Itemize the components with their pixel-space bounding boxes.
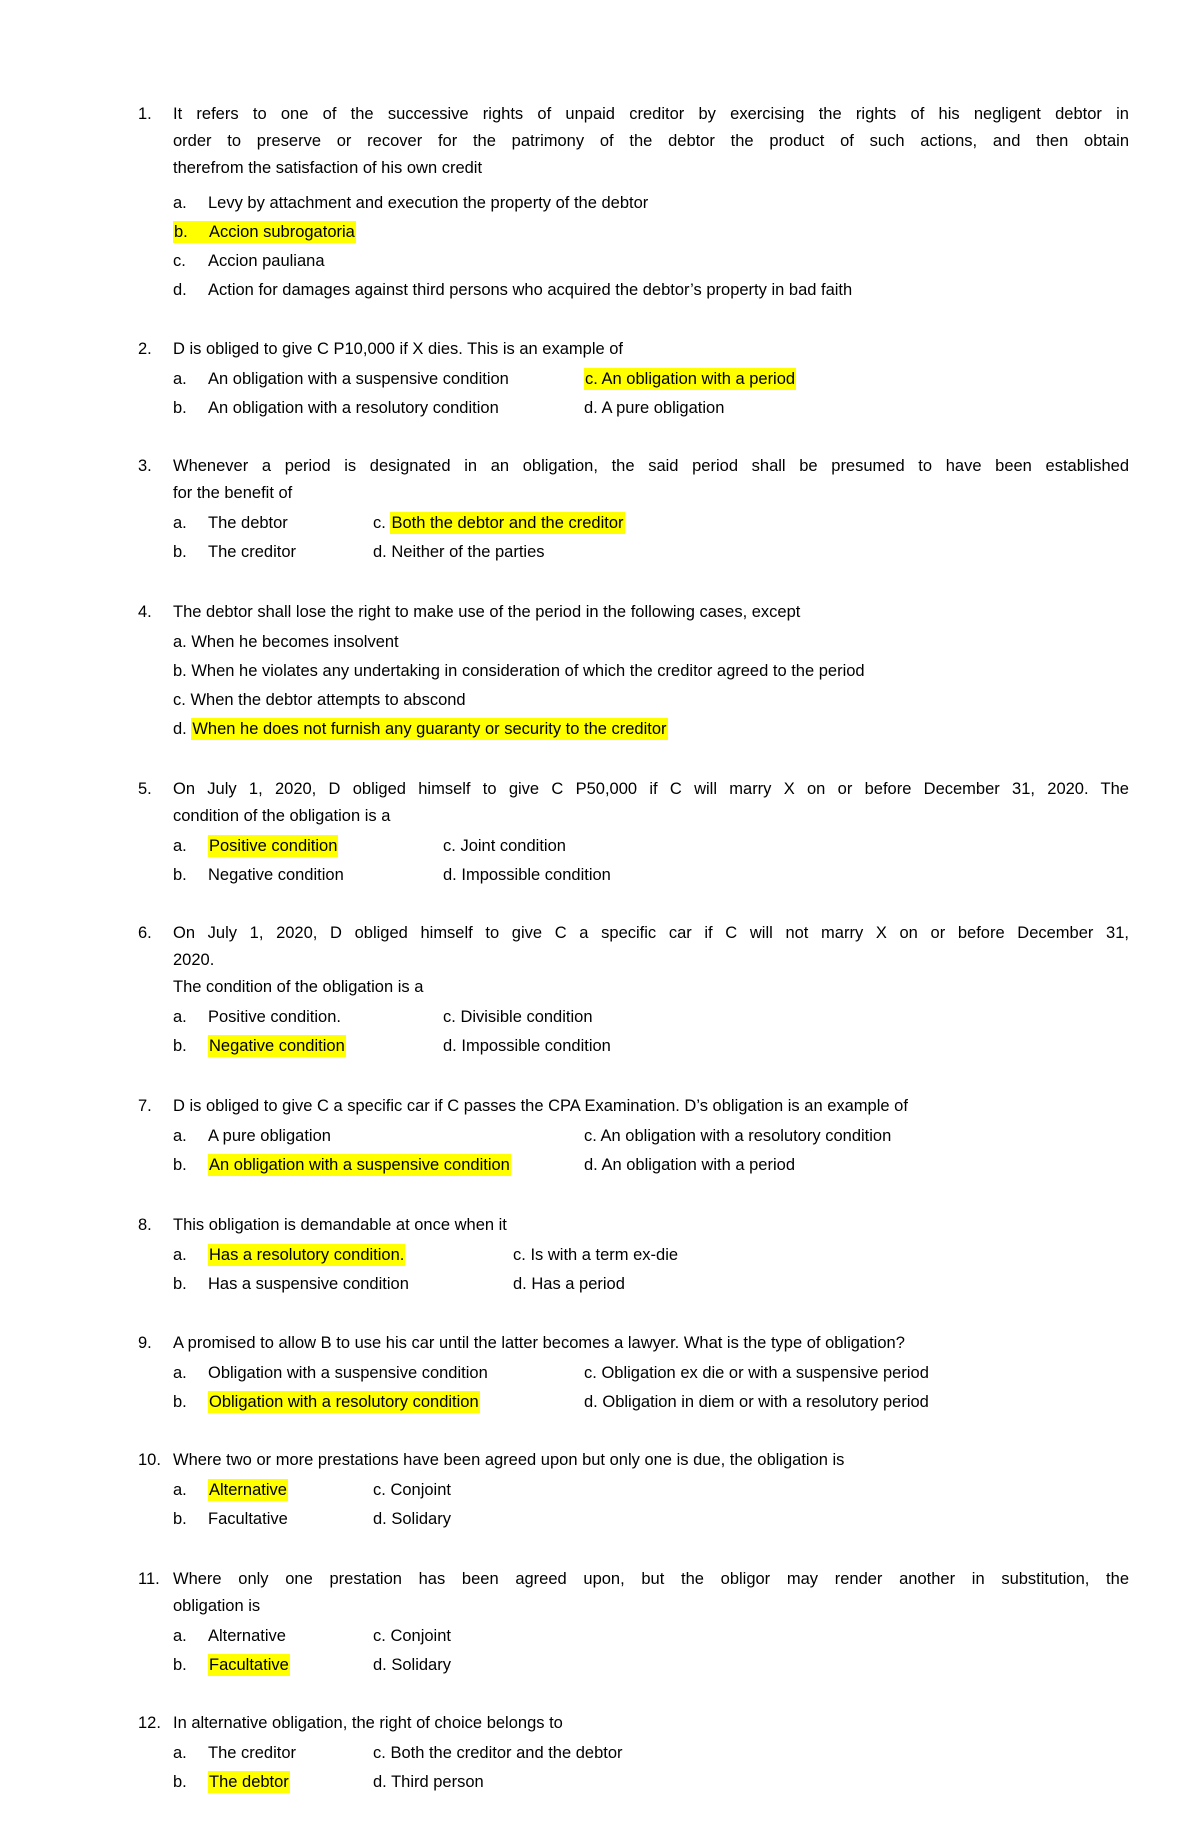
option-letter: b.: [173, 1773, 187, 1791]
answer-option[interactable]: [173, 1388, 480, 1417]
answer-option[interactable]: [584, 1151, 795, 1180]
question-stem: [173, 1212, 1129, 1239]
question-stem: [173, 1566, 1129, 1620]
question-number: 7.: [138, 1097, 152, 1115]
answer-option[interactable]: [173, 1651, 290, 1680]
option-text: Third person: [391, 1773, 484, 1791]
option-letter: b.: [173, 1393, 187, 1411]
question-number: 11.: [138, 1570, 160, 1588]
option-letter: c.: [513, 1246, 526, 1264]
option-text: An obligation with a suspensive condition: [209, 1156, 510, 1174]
answer-option[interactable]: [173, 1739, 296, 1768]
answer-option[interactable]: [443, 1032, 611, 1061]
answer-option[interactable]: [173, 218, 356, 247]
question-stem: [173, 101, 1129, 182]
option-text: Both the debtor and the creditor: [391, 514, 624, 532]
option-text: Solidary: [391, 1656, 451, 1674]
option-text: Is with a term ex-die: [530, 1246, 679, 1264]
option-text: Levy by attachment and execution the property of the debtor: [208, 194, 649, 212]
answer-option[interactable]: [443, 861, 611, 890]
option-letter: d.: [584, 1156, 598, 1174]
question-stem: [173, 1093, 1129, 1120]
option-text: Joint condition: [460, 837, 566, 855]
answer-option[interactable]: [173, 832, 338, 861]
answer-option[interactable]: [173, 1032, 346, 1061]
option-letter: d.: [443, 1037, 457, 1055]
option-text: Negative condition: [209, 1037, 345, 1055]
answer-option[interactable]: [173, 657, 865, 686]
option-text: Obligation with a resolutory condition: [209, 1393, 479, 1411]
answer-option[interactable]: [173, 1505, 288, 1534]
option-text: Positive condition: [209, 837, 338, 855]
option-letter: c.: [443, 1008, 456, 1026]
question-stem-line: 2020.: [173, 951, 215, 969]
question-stem-line: D is obliged to give C P10,000 if X dies. This is an example of: [173, 340, 624, 358]
option-text: Divisible condition: [460, 1008, 593, 1026]
option-text: Facultative: [209, 1656, 289, 1674]
option-text: Positive condition.: [208, 1008, 341, 1026]
answer-option[interactable]: [584, 1122, 891, 1151]
option-text: Negative condition: [208, 866, 344, 884]
option-text: Action for damages against third persons who acquired the debtor’s property in bad faith: [208, 281, 853, 299]
option-letter: d.: [373, 543, 387, 561]
option-letter: b.: [173, 543, 187, 561]
answer-option[interactable]: [373, 538, 545, 567]
question-stem: [173, 1447, 1129, 1474]
option-text: Impossible condition: [461, 1037, 611, 1055]
option-letter: a.: [173, 1127, 187, 1145]
answer-option[interactable]: [173, 189, 648, 218]
question-stem: [173, 599, 1129, 626]
option-letter: c.: [443, 837, 456, 855]
option-letter: c.: [585, 370, 598, 388]
option-text: Neither of the parties: [391, 543, 545, 561]
question-stem-line: The debtor shall lose the right to make use of the period in the following cases, except: [173, 603, 801, 621]
option-text: Conjoint: [390, 1481, 451, 1499]
option-letter: b.: [173, 866, 187, 884]
question-stem-line: D is obliged to give C a specific car if C passes the CPA Examination. D’s obligation is an example of: [173, 1097, 908, 1115]
option-letter: b.: [173, 399, 187, 417]
option-letter: b.: [173, 662, 187, 680]
answer-option[interactable]: [173, 1241, 405, 1270]
option-letter: a.: [173, 1246, 187, 1264]
question-stem-line: On July 1, 2020, D obliged himself to give C a specific car if C will not marry X on or before December 31,: [173, 924, 1129, 942]
answer-option[interactable]: [373, 1505, 451, 1534]
question-stem: [173, 336, 1129, 363]
option-text: Obligation in diem or with a resolutory period: [602, 1393, 929, 1411]
question-stem-line: order to preserve or recover for the patrimony of the debtor the product of such actions, and then obtain: [173, 132, 1129, 150]
answer-option[interactable]: [173, 686, 466, 715]
option-letter: a.: [173, 633, 187, 651]
option-text: An obligation with a resolutory condition: [208, 399, 499, 417]
option-letter: a.: [173, 514, 187, 532]
option-letter: c.: [373, 514, 386, 532]
answer-option[interactable]: [173, 276, 852, 305]
option-text: Accion subrogatoria: [209, 223, 355, 241]
answer-option[interactable]: [173, 1122, 331, 1151]
option-letter: b.: [173, 1510, 187, 1528]
answer-option[interactable]: [373, 1476, 451, 1505]
answer-option[interactable]: [173, 394, 499, 423]
option-text: The debtor: [208, 514, 288, 532]
question-stem-line: In alternative obligation, the right of choice belongs to: [173, 1714, 563, 1732]
option-text: A pure obligation: [208, 1127, 331, 1145]
option-letter: a.: [173, 837, 187, 855]
option-text: Alternative: [208, 1627, 286, 1645]
option-text: When he becomes insolvent: [191, 633, 399, 651]
option-text: An obligation with a suspensive condition: [208, 370, 509, 388]
option-text: The debtor: [209, 1773, 289, 1791]
answer-option[interactable]: [373, 1651, 451, 1680]
question-stem: [173, 453, 1129, 507]
option-letter: b.: [173, 1275, 187, 1293]
question-stem-line: Whenever a period is designated in an obligation, the said period shall be presumed to have been established: [173, 457, 1129, 475]
option-letter: c.: [173, 252, 186, 270]
highlighted-answer: [173, 221, 356, 243]
question-stem: [173, 1710, 1129, 1737]
question-number: 4.: [138, 603, 152, 621]
answer-option[interactable]: [584, 1388, 929, 1417]
option-text: The creditor: [208, 1744, 297, 1762]
answer-option[interactable]: [373, 509, 625, 538]
answer-option[interactable]: [373, 1739, 623, 1768]
option-text: Has a period: [531, 1275, 625, 1293]
answer-option[interactable]: [173, 1359, 488, 1388]
answer-option[interactable]: [173, 1622, 286, 1651]
question-stem: [173, 1330, 1129, 1357]
question-stem-line: On July 1, 2020, D obliged himself to give C P50,000 if C will marry X on or before December 31, 2020. The: [173, 780, 1129, 798]
answer-option[interactable]: [443, 1003, 593, 1032]
question-stem-line: A promised to allow B to use his car until the latter becomes a lawyer. What is the type of obligation?: [173, 1334, 905, 1352]
option-letter: c.: [173, 691, 186, 709]
option-letter: d.: [373, 1510, 387, 1528]
answer-option[interactable]: [513, 1270, 625, 1299]
option-letter: c.: [373, 1744, 386, 1762]
question-stem: [173, 776, 1129, 830]
option-letter: b.: [173, 1156, 187, 1174]
option-text: An obligation with a period: [601, 1156, 795, 1174]
answer-option[interactable]: [584, 394, 724, 423]
answer-option[interactable]: [373, 1622, 451, 1651]
option-letter: a.: [173, 1627, 187, 1645]
option-letter: a.: [173, 370, 187, 388]
answer-option[interactable]: [173, 1003, 341, 1032]
question-number: 5.: [138, 780, 152, 798]
option-letter: a.: [173, 194, 187, 212]
option-letter: d.: [173, 281, 187, 299]
option-letter: d.: [373, 1773, 387, 1791]
question-number: 10.: [138, 1451, 161, 1469]
option-letter: c.: [373, 1481, 386, 1499]
option-letter: b.: [173, 1037, 187, 1055]
answer-option[interactable]: [173, 715, 668, 744]
option-letter: d.: [584, 1393, 598, 1411]
option-text: Conjoint: [390, 1627, 451, 1645]
option-letter: b.: [173, 1656, 187, 1674]
option-letter: c.: [373, 1627, 386, 1645]
option-letter: d.: [373, 1656, 387, 1674]
answer-option[interactable]: [173, 1768, 290, 1797]
question-number: 3.: [138, 457, 152, 475]
option-letter: a.: [173, 1744, 187, 1762]
option-text: Facultative: [208, 1510, 288, 1528]
option-text: The creditor: [208, 543, 297, 561]
question-number: 6.: [138, 924, 152, 942]
question-number: 9.: [138, 1334, 152, 1352]
option-text: Alternative: [209, 1481, 287, 1499]
answer-option[interactable]: [173, 538, 296, 567]
option-letter: c.: [584, 1127, 597, 1145]
question-stem-line: The condition of the obligation is a: [173, 978, 424, 996]
answer-option[interactable]: [173, 509, 288, 538]
answer-option[interactable]: [373, 1768, 484, 1797]
question-stem-line: therefrom the satisfaction of his own credit: [173, 159, 483, 177]
option-text: A pure obligation: [601, 399, 725, 417]
option-text: When he does not furnish any guaranty or security to the creditor: [192, 720, 667, 738]
option-letter: c.: [584, 1364, 597, 1382]
question-number: 1.: [138, 105, 152, 123]
question-stem-line: This obligation is demandable at once when it: [173, 1216, 507, 1234]
option-text: Impossible condition: [461, 866, 611, 884]
option-letter: a.: [173, 1364, 187, 1382]
option-text: Has a suspensive condition: [208, 1275, 409, 1293]
option-letter: d.: [443, 866, 457, 884]
question-number: 8.: [138, 1216, 152, 1234]
question-stem-line: obligation is: [173, 1597, 261, 1615]
option-letter: a.: [173, 1008, 187, 1026]
answer-option[interactable]: [584, 1359, 929, 1388]
option-text: When he violates any undertaking in consideration of which the creditor agreed to the period: [191, 662, 865, 680]
option-text: Has a resolutory condition.: [209, 1246, 405, 1264]
answer-option[interactable]: [173, 247, 325, 276]
answer-option[interactable]: [173, 628, 399, 657]
option-text: Obligation with a suspensive condition: [208, 1364, 488, 1382]
answer-option[interactable]: [584, 365, 796, 394]
question-stem: [173, 920, 1129, 1001]
option-letter: a.: [173, 1481, 187, 1499]
answer-option[interactable]: [443, 832, 566, 861]
question-stem-line: condition of the obligation is a: [173, 807, 391, 825]
question-number: 2.: [138, 340, 152, 358]
option-letter: b.: [174, 223, 188, 241]
option-text: Obligation ex die or with a suspensive period: [601, 1364, 929, 1382]
question-stem-line: It refers to one of the successive rights of unpaid creditor by exercising the rights of his negligent debtor in: [173, 105, 1129, 123]
option-text: An obligation with a resolutory condition: [600, 1127, 892, 1145]
option-text: An obligation with a period: [601, 370, 796, 388]
question-number: 12.: [138, 1714, 161, 1732]
answer-option[interactable]: [173, 365, 509, 394]
option-text: Accion pauliana: [208, 252, 325, 270]
option-text: Solidary: [391, 1510, 451, 1528]
answer-option[interactable]: [173, 1151, 511, 1180]
answer-option[interactable]: [173, 861, 344, 890]
question-stem-line: Where two or more prestations have been agreed upon but only one is due, the obligation is: [173, 1451, 845, 1469]
answer-option[interactable]: [173, 1476, 288, 1505]
answer-option[interactable]: [173, 1270, 409, 1299]
highlighted-answer: [584, 368, 796, 390]
answer-option[interactable]: [513, 1241, 678, 1270]
option-letter: d.: [584, 399, 598, 417]
option-text: Both the creditor and the debtor: [390, 1744, 623, 1762]
question-stem-line: Where only one prestation has been agreed upon, but the obligor may render another in substitution, the: [173, 1570, 1129, 1588]
option-letter: d.: [513, 1275, 527, 1293]
option-text: When the debtor attempts to abscond: [190, 691, 466, 709]
option-letter: d.: [173, 720, 187, 738]
question-stem-line: for the benefit of: [173, 484, 293, 502]
